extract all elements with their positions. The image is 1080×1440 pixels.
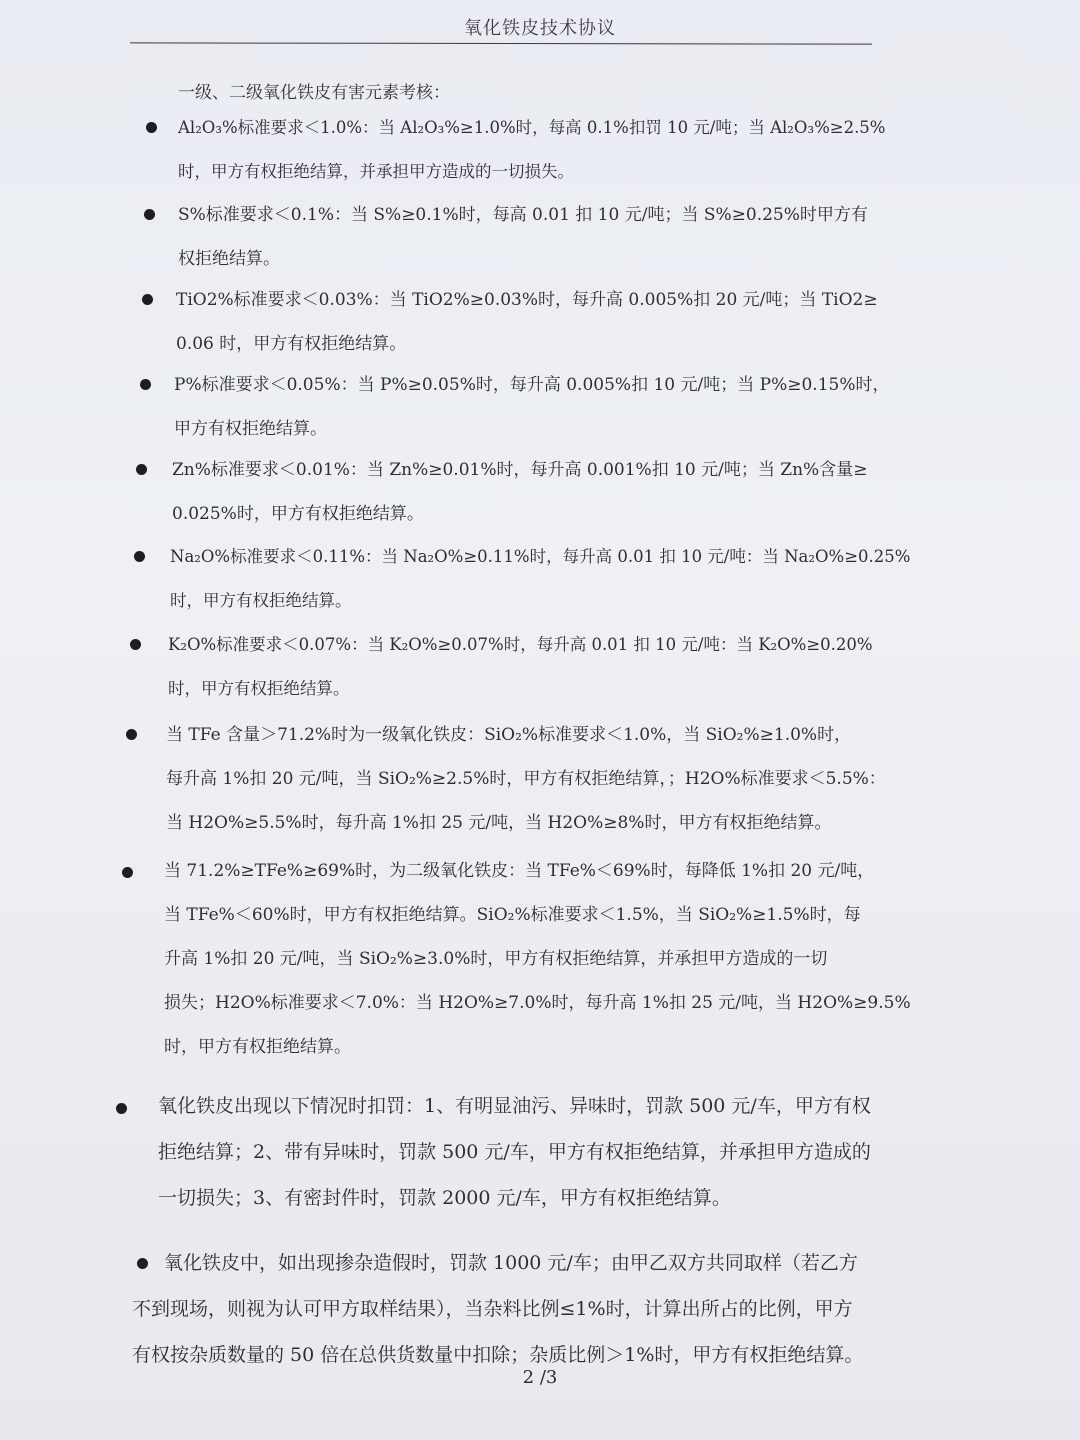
clause-tio2 [176,278,878,366]
clause-phosphorus [174,363,889,451]
clause-adulteration [132,1240,863,1378]
clause-penalties [158,1083,871,1221]
bullet-icon [126,729,137,740]
clause-line: 甲方有权拒绝结算。 [174,419,327,439]
clause-line: 氧化铁皮出现以下情况时扣罚：1、有明显油污、异味时，罚款 500 元/车，甲方有权 [158,1095,871,1117]
clause-line: 时，甲方有权拒绝结算。 [168,679,350,698]
clause-line: Zn%标准要求＜0.01%：当 Zn%≥0.01%时，每升高 0.001%扣 10 元/吨；当 Zn%含量≥ [172,460,868,480]
clause-line: 当 71.2%≥TFe%≥69%时，为二级氧化铁皮：当 TFe%＜69%时，每降低 1%扣 20 元/吨， [164,861,875,881]
clause-line: 当 H2O%≥5.5%时，每升高 1%扣 25 元/吨，当 H2O%≥8%时，甲方有权拒绝结算。 [166,813,832,833]
page-header-title: 氧化铁皮技术协议 [464,18,616,39]
bullet-icon [134,551,145,562]
clause-line: 时，甲方有权拒绝结算。 [170,591,352,610]
bullet-icon [130,639,141,650]
clause-line: S%标准要求＜0.1%：当 S%≥0.1%时，每高 0.01 扣 10 元/吨；当 S%≥0.25%时甲方有 [178,205,868,225]
bullet-icon [146,122,157,133]
clause-k2o [168,623,873,711]
clause-line: 每升高 1%扣 20 元/吨，当 SiO₂%≥2.5%时，甲方有权拒绝结算，；H2O%标准要求＜5.5%： [166,769,886,789]
clause-line: 氧化铁皮中，如出现掺杂造假时，罚款 1000 元/车；由甲乙双方共同取样（若乙方 [164,1252,858,1274]
bullet-icon [137,1258,148,1269]
bullet-icon [122,867,133,878]
bullet-icon [142,294,153,305]
intro-heading: 一级、二级氧化铁皮有害元素考核： [178,83,450,103]
clause-line: TiO2%标准要求＜0.03%：当 TiO2%≥0.03%时，每升高 0.005%扣 20 元/吨；当 TiO2≥ [176,290,878,310]
bullet-icon [140,379,151,390]
clause-line: 0.06 时，甲方有权拒绝结算。 [176,334,407,354]
clause-line: 损失；H2O%标准要求＜7.0%：当 H2O%≥7.0%时，每升高 1%扣 25 元/吨，当 H2O%≥9.5% [164,993,911,1013]
clause-line: 拒绝结算；2、带有异味时，罚款 500 元/车，甲方有权拒绝结算，并承担甲方造成的 [158,1141,871,1163]
clause-al2o3 [178,106,886,194]
clause-line: 升高 1%扣 20 元/吨，当 SiO₂%≥3.0%时，甲方有权拒绝结算，并承担甲方造成的一切 [164,949,828,969]
bullet-icon [136,464,147,475]
clause-line: 一切损失；3、有密封件时，罚款 2000 元/车，甲方有权拒绝结算。 [158,1187,731,1209]
clause-na2o [170,535,910,623]
clause-line: Na₂O%标准要求＜0.11%：当 Na₂O%≥0.11%时，每升高 0.01 扣 10 元/吨：当 Na₂O%≥0.25% [170,547,911,566]
clause-line: 不到现场，则视为认可甲方取样结果），当杂料比例≤1%时，计算出所占的比例，甲方 [132,1298,853,1320]
clause-line: 当 TFe 含量＞71.2%时为一级氧化铁皮：SiO₂%标准要求＜1.0%，当 SiO₂%≥1.0%时， [166,725,852,745]
page-number: 2 /3 [522,1367,558,1388]
clause-line: P%标准要求＜0.05%：当 P%≥0.05%时，每升高 0.005%扣 10 元/吨；当 P%≥0.15%时， [174,375,890,395]
clause-grade-one [166,713,886,845]
clause-line: K₂O%标准要求＜0.07%：当 K₂O%≥0.07%时，每升高 0.01 扣 10 元/吨：当 K₂O%≥0.20% [168,635,873,654]
clause-grade-two [164,849,911,1069]
clause-sulfur [178,193,868,281]
bullet-icon [116,1103,127,1114]
clause-zinc [172,448,867,536]
clause-line: 当 TFe%＜60%时，甲方有权拒绝结算。SiO₂%标准要求＜1.5%，当 SiO₂%≥1.5%时，每 [164,905,861,925]
header-rule [130,42,872,44]
clause-line: 0.025%时，甲方有权拒绝结算。 [172,504,424,524]
clause-line: 有权按杂质数量的 50 倍在总供货数量中扣除；杂质比例＞1%时，甲方有权拒绝结算。 [132,1344,864,1366]
clause-line: Al₂O₃%标准要求＜1.0%：当 Al₂O₃%≥1.0%时，每高 0.1%扣罚 10 元/吨；当 Al₂O₃%≥2.5% [178,118,886,137]
clause-line: 时，甲方有权拒绝结算，并承担甲方造成的一切损失。 [178,162,574,181]
clause-line: 时，甲方有权拒绝结算。 [164,1037,351,1057]
clause-line: 权拒绝结算。 [178,249,280,269]
bullet-icon [144,209,155,220]
